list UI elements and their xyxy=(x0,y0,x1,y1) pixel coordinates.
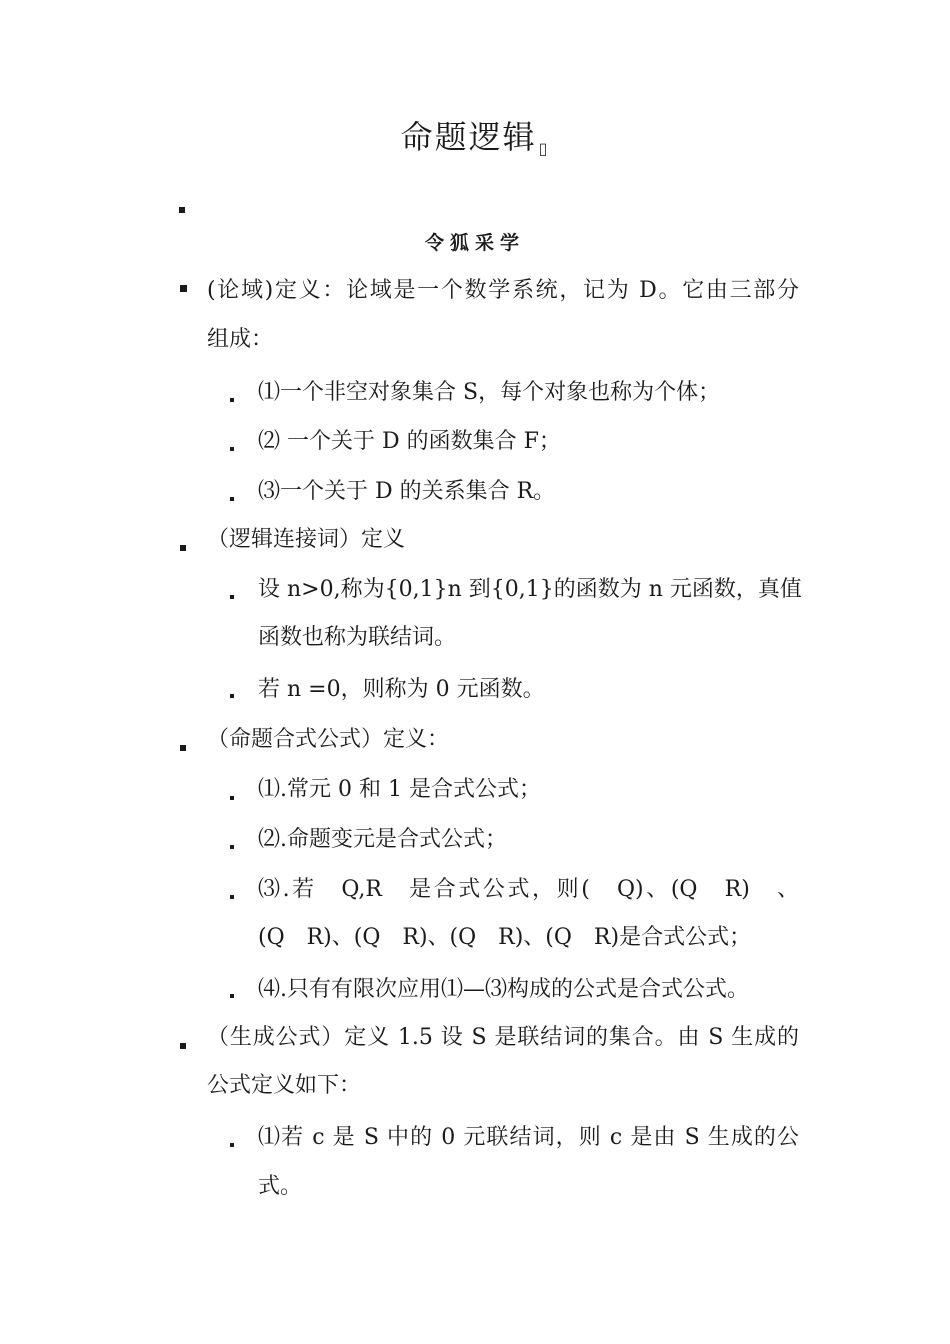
bullet-marker xyxy=(230,447,234,451)
author: 令狐采学 xyxy=(424,232,525,254)
title-text: 命题逻辑 xyxy=(400,118,537,156)
list-item-line: ⑴.常元 0 和 1 是合式公式； xyxy=(258,777,541,802)
list-item-line: 函数也称为联结词。 xyxy=(258,625,457,650)
list-item-line: 公式定义如下： xyxy=(207,1073,362,1098)
bullet-marker xyxy=(230,895,234,899)
bullet-marker xyxy=(230,497,234,501)
list-item-line: ⑴一个非空对象集合 S，每个对象也称为个体； xyxy=(258,380,721,405)
list-item-line: ⑵ 一个关于 D 的函数集合 F； xyxy=(258,429,561,454)
bullet-marker xyxy=(180,745,186,751)
page-title xyxy=(0,112,950,158)
list-item-line: （逻辑连接词）定义 xyxy=(207,527,406,552)
list-item-line: 组成： xyxy=(207,327,274,352)
bullet-marker xyxy=(230,796,234,800)
bullet-marker xyxy=(180,1043,186,1049)
list-item-line: （生成公式）定义 1.5 设 S 是联结词的集合。由 S 生成的 xyxy=(207,1025,799,1050)
bullet-marker xyxy=(230,595,234,599)
bullet-marker xyxy=(230,694,234,698)
list-item-line: 设 n>0,称为{0,1}n 到{0,1}的函数为 n 元函数，真值 xyxy=(258,577,802,602)
list-item-line: ⑴若 c 是 S 中的 0 元联结词，则 c 是由 S 生成的公 xyxy=(258,1125,799,1150)
bullet-marker xyxy=(180,285,187,292)
list-item-line: ⑶一个关于 D 的关系集合 R。 xyxy=(258,479,556,504)
list-item-line: (Q R)、(Q R)、(Q R)、(Q R)是合式公式； xyxy=(258,925,752,950)
bullet-marker xyxy=(230,1143,234,1147)
list-item-line: ⑷.只有有限次应用⑴—⑶构成的公式是合式公式。 xyxy=(258,977,749,1002)
bullet-marker xyxy=(230,994,234,998)
list-item-line: ⑵.命题变元是合式公式； xyxy=(258,827,507,852)
bullet-marker xyxy=(180,545,186,551)
list-item-line: 若 n =0，则称为 0 元函数。 xyxy=(258,677,545,702)
list-item-line: (论域)定义：论域是一个数学系统，记为 D。它由三部分 xyxy=(207,278,799,303)
bullet-marker xyxy=(179,207,185,213)
bullet-marker xyxy=(230,845,234,849)
list-item-line: 式。 xyxy=(258,1174,303,1199)
list-item-line: ⑶.若 Q,R 是合式公式，则( Q)、(Q R) 、 xyxy=(258,877,799,902)
title-marker: ▯ xyxy=(538,139,550,158)
bullet-marker xyxy=(230,398,234,402)
list-item-line: （命题合式公式）定义： xyxy=(207,727,450,752)
